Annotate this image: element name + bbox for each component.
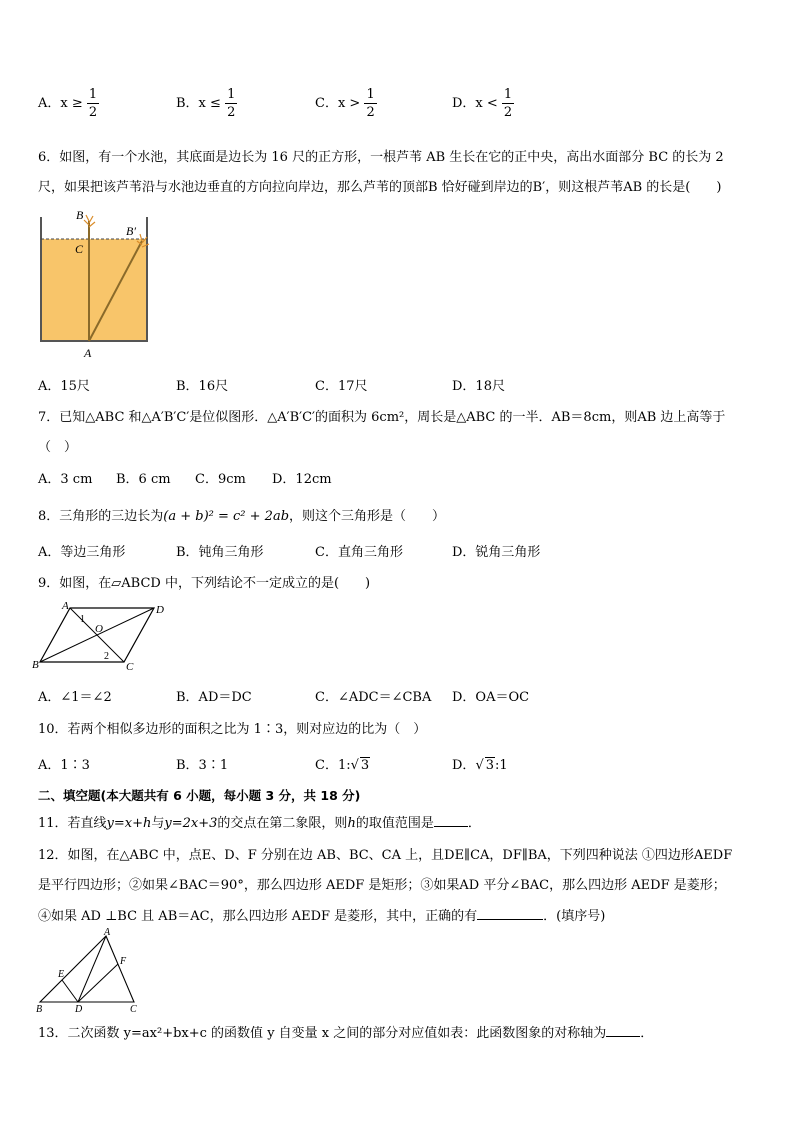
q12-triangle-figure [34,928,144,1012]
q5-option-d-prefix: D．x < [452,96,498,111]
q5-option-b-fraction: $\frac{1}{2}$ [227,87,236,120]
q9-option-b: B．AD＝DC [176,690,252,705]
q8-formula: (a + b)² = c² + 2ab [163,509,290,524]
q5-option-b-prefix: B．x ≤ [176,96,221,111]
label-c: C [130,1004,137,1012]
q5-option-d [452,88,514,119]
q5-option-a-prefix: A．x ≥ [38,96,83,111]
q8-option-c: C．直角三角形 [315,545,403,560]
q6-stem-line2: 尺，如果把该芦苇沿与水池边垂直的方向拉向岸边，那么芦苇的顶部B 恰好碰到岸边的B′，则这根芦苇AB 的长是( ) [38,180,722,195]
q11-answer-blank[interactable] [434,813,468,827]
segment-df [78,964,118,1002]
q5-option-c [315,88,377,119]
label-o: O [95,623,103,635]
label-angle-2: 2 [104,651,109,662]
q8-stem-post: ，则这个三角形是（ ） [289,509,446,524]
q7-option-b: B．6 cm [116,472,171,487]
q5-option-a-fraction: $\frac{1}{2}$ [88,87,98,120]
q6-option-b: B．16尺 [176,379,229,394]
q8-stem-pre: 8．三角形的三边长为 [38,509,164,524]
q9-option-c: C．∠ADC＝∠CBA [315,690,432,705]
q11-stem: 11．若直线y=x+h与y=2x+3的交点在第二象限，则h的取值范围是 ． [38,812,481,831]
section-fill-in-blank-heading: 二、填空题(本大题共有 6 小题，每小题 3 分，共 18 分) [38,788,361,803]
q10-option-a: A．1∶3 [38,758,90,773]
label-c: C [75,242,84,256]
label-d: D [156,604,164,616]
segment-ad [78,936,106,1002]
label-b: B [32,659,39,671]
q6-pool-figure [30,205,160,365]
q7-option-a: A．3 cm [38,472,93,487]
segment-de [62,980,78,1002]
q5-option-a [38,88,99,119]
q7-stem-line1: 7．已知△ABC 和△A′B′C′是位似图形．△A′B′C′的面积为 6cm²，周长是△ABC 的一半．AB＝8cm，则AB 边上高等于 [38,410,726,425]
q10-option-d-radicand: 3 [485,758,495,773]
label-b: B [76,208,84,222]
q5-option-d-fraction: $\frac{1}{2}$ [503,87,513,120]
q9-option-a: A．∠1＝∠2 [38,690,112,705]
label-a: A [104,928,111,938]
q9-option-d: D．OA＝OC [452,690,530,705]
triangle-abc [40,936,134,1002]
q8-option-d: D．锐角三角形 [452,545,541,560]
label-a: A [62,600,69,612]
q12-stem-line2: 是平行四边形；②如果∠BAC＝90°，那么四边形 AEDF 是矩形；③如果AD 平分∠BAC，那么四边形 AEDF 是菱形； [38,878,726,893]
label-b-prime: B′ [126,224,136,238]
label-d: D [75,1004,83,1012]
q7-option-c: C．9cm [195,472,246,487]
q12-stem-line1: 12．如图，在△ABC 中，点E、D、F 分别在边 AB、BC、CA 上，且DE∥CA，DF∥BA，下列四种说法 ①四边形AEDF [38,848,733,863]
q5-option-c-prefix: C．x > [315,96,361,111]
q10-option-c-radicand: 3 [360,758,370,773]
label-f: F [120,956,127,967]
q11-formula-2: y=2x+3 [164,816,218,831]
q6-option-a: A．15尺 [38,379,90,394]
q13-stem: 13．二次函数 y=ax²+bx+c 的函数值 y 自变量 x 之间的部分对应值如表：此函数图象的对称轴为 ． [38,1022,653,1041]
q8-stem [38,505,445,524]
q9-parallelogram-figure [32,598,172,674]
q5-option-b [176,88,237,119]
label-a: A [84,346,92,360]
q7-option-d: D．12cm [272,472,332,487]
q9-stem: 9．如图，在▱ABCD 中，下列结论不一定成立的是( ) [38,576,371,591]
q7-stem-line2: （ ） [38,440,78,455]
q12-stem-line3: ④如果 AD ⊥BC 且 AB＝AC，那么四边形 AEDF 是菱形，其中，正确的有 ．(填序号) [38,905,605,924]
label-b: B [36,1004,43,1012]
q6-stem-line1: 6．如图，有一个水池，其底面是边长为 16 尺的正方形，一根芦苇 AB 生长在它的正中央，高出水面部分 BC 的长为 2 [38,150,724,165]
label-angle-1: 1 [80,614,85,625]
q11-formula-1: y=x+h [106,816,152,831]
q8-option-b: B．钝角三角形 [176,545,264,560]
q10-option-c: C．1:√ 3 [315,758,370,773]
pool-water [41,239,147,341]
q10-stem: 10．若两个相似多边形的面积之比为 1∶3，则对应边的比为（ ） [38,722,427,737]
q5-option-c-fraction: $\frac{1}{2}$ [366,87,375,120]
label-e: E [58,969,65,980]
label-c: C [126,661,134,673]
q13-answer-blank[interactable] [606,1023,640,1037]
q10-option-d: D．√ 3:1 [452,758,508,773]
q8-option-a: A．等边三角形 [38,545,126,560]
q10-option-b: B．3∶1 [176,758,229,773]
diagonal-bd [40,608,154,662]
q12-answer-blank[interactable] [477,906,543,920]
q6-option-d: D．18尺 [452,379,505,394]
q6-option-c: C．17尺 [315,379,368,394]
